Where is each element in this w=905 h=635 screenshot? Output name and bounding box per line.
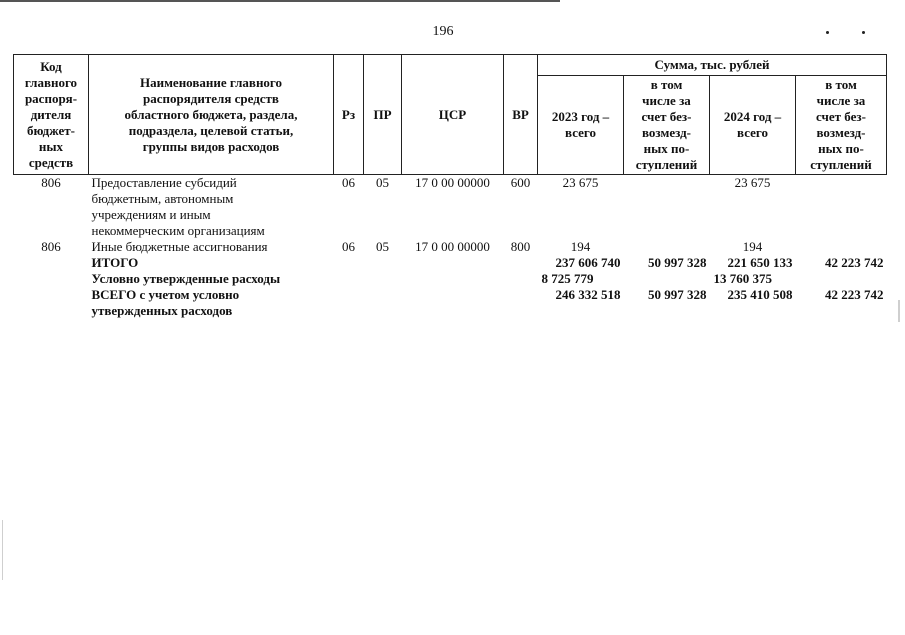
grants-2024 [796, 271, 887, 287]
total-2024: 13 760 375 [713, 271, 772, 286]
cell-pr: 05 [376, 175, 389, 190]
scan-edge-mark [2, 520, 3, 580]
budget-table [13, 54, 887, 319]
cell-code: 806 [41, 239, 61, 254]
total-2023: 8 725 779 [541, 271, 594, 286]
scan-speck [826, 31, 829, 34]
header-total-2023: 2023 год – всего [538, 76, 624, 175]
total-label: ИТОГО [91, 255, 139, 270]
header-total-2024: 2024 год – всего [710, 76, 796, 175]
total-row [14, 271, 887, 287]
cell-total-2023: 194 [570, 239, 591, 254]
header-csr: ЦСР [402, 55, 504, 175]
cell-total-2024: 194 [742, 239, 763, 254]
cell-total-2023: 23 675 [562, 175, 599, 190]
header-grants-2024: в том числе за счет без- возмезд- ных по- ступлений [796, 76, 887, 175]
total-label: ВСЕГО с учетом условно утвержденных расходов [91, 287, 240, 318]
total-label: Условно утвержденные расходы [91, 271, 281, 286]
cell-rz: 06 [342, 175, 355, 190]
table-row [14, 175, 887, 240]
page-number: 196 [432, 24, 454, 39]
grants-2023: 50 997 328 [648, 287, 707, 302]
grants-2024: 42 223 742 [825, 255, 884, 270]
cell-pr: 05 [376, 239, 389, 254]
cell-csr: 17 0 00 00000 [415, 175, 490, 190]
total-2023: 246 332 518 [555, 287, 621, 302]
total-2023: 237 606 740 [555, 255, 621, 270]
header-grants-2023: в том числе за счет без- возмезд- ных по- ступлений [624, 76, 710, 175]
grants-2023 [624, 271, 710, 287]
table-body [14, 175, 887, 320]
header-pr: ПР [364, 55, 402, 175]
cell-name: Иные бюджетные ассигнования [91, 239, 268, 254]
grants-2023: 50 997 328 [648, 255, 707, 270]
cell-grants-2023 [624, 239, 710, 255]
top-rule [0, 0, 560, 2]
cell-grants-2024 [796, 175, 887, 240]
header-code: Код главного распоря- дителя бюджет- ных средств [14, 55, 89, 175]
cell-vr: 800 [510, 239, 531, 254]
total-row [14, 255, 887, 271]
grants-2024: 42 223 742 [825, 287, 884, 302]
total-2024: 235 410 508 [727, 287, 793, 302]
table-row [14, 239, 887, 255]
header-sum-group: Сумма, тыс. рублей [538, 55, 887, 76]
cell-rz: 06 [342, 239, 355, 254]
scan-speck [862, 31, 865, 34]
header-vr: ВР [504, 55, 538, 175]
header-rz: Рз [334, 55, 364, 175]
header-name: Наименование главного распорядителя средств областного бюджета, раздела, подраздела, целевой статьи, группы видов расходов [89, 55, 334, 175]
cell-total-2024: 23 675 [734, 175, 771, 190]
cell-vr: 600 [510, 175, 531, 190]
cell-grants-2024 [796, 239, 887, 255]
cell-grants-2023 [624, 175, 710, 240]
cell-code: 806 [41, 175, 61, 190]
total-2024: 221 650 133 [727, 255, 793, 270]
cell-csr: 17 0 00 00000 [415, 239, 490, 254]
total-row [14, 287, 887, 319]
cell-name: Предоставление субсидий бюджетным, автономным учреждениям и иным некоммерческим организациям [91, 175, 265, 238]
scan-edge-mark [898, 300, 900, 322]
table-header [14, 55, 887, 175]
